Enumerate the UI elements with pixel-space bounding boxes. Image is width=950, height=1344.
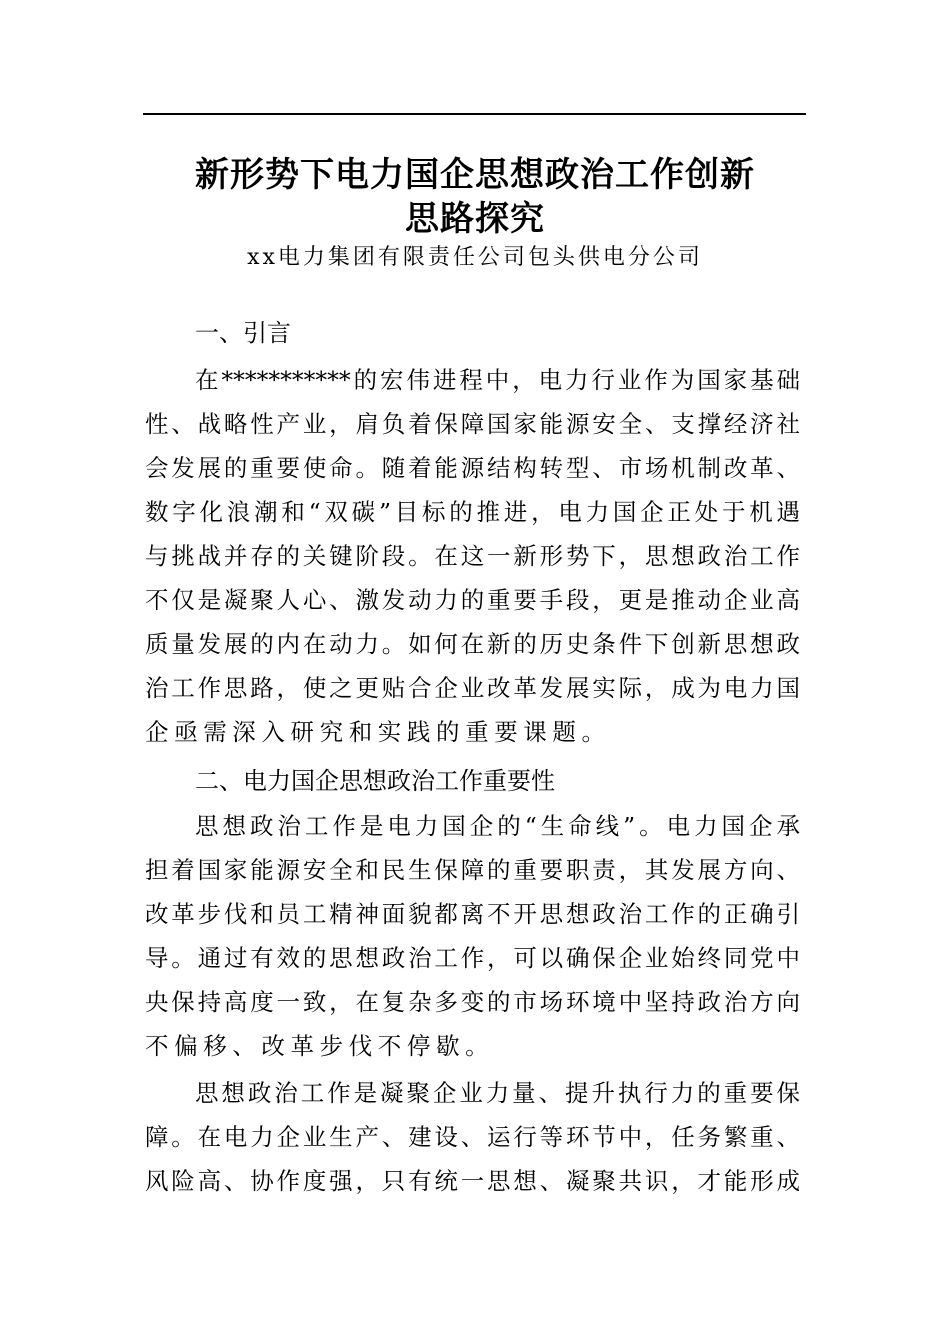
document-author: xx电力集团有限责任公司包头供电分公司 — [247, 245, 703, 270]
document-title-line-1: 新形势下电力国企思想政治工作创新 — [195, 155, 755, 195]
paragraph-line: 央保持高度一致，在复杂多变的市场环境中坚持政治方向 — [145, 988, 800, 1016]
paragraph-line: 障。在电力企业生产、建设、运行等环节中，任务繁重、 — [145, 1123, 800, 1151]
paragraph-line: 改革步伐和员工精神面貌都离不开思想政治工作的正确引 — [145, 900, 800, 928]
paragraph-line: 思想政治工作是电力国企的“生命线”。电力国企承 — [195, 812, 800, 840]
paragraph-line: 不偏移、改革步伐不停歇。 — [145, 1032, 495, 1060]
paragraph-line: 思想政治工作是凝聚企业力量、提升执行力的重要保 — [195, 1079, 800, 1107]
section-heading: 一、引言 — [195, 319, 291, 347]
document-title-line-2: 思路探究 — [405, 199, 545, 239]
paragraph-line: 会发展的重要使命。随着能源结构转型、市场机制改革、 — [145, 454, 800, 482]
paragraph-line: 性、战略性产业，肩负着保障国家能源安全、支撑经济社 — [145, 410, 800, 438]
paragraph-line: 治工作思路，使之更贴合企业改革发展实际，成为电力国 — [145, 674, 800, 702]
paragraph-line: 质量发展的内在动力。如何在新的历史条件下创新思想政 — [145, 630, 800, 658]
paragraph-line: 数字化浪潮和“双碳”目标的推进，电力国企正处于机遇 — [145, 498, 800, 526]
section-heading: 二、电力国企思想政治工作重要性 — [195, 767, 555, 795]
paragraph-line: 在***********的宏伟进程中，电力行业作为国家基础 — [195, 366, 800, 394]
header-rule — [143, 113, 806, 115]
paragraph-line: 与挑战并存的关键阶段。在这一新形势下，思想政治工作 — [145, 542, 800, 570]
paragraph-line: 导。通过有效的思想政治工作，可以确保企业始终同党中 — [145, 944, 800, 972]
paragraph-line: 企亟需深入研究和实践的重要课题。 — [145, 718, 611, 746]
paragraph-line: 风险高、协作度强，只有统一思想、凝聚共识，才能形成 — [145, 1167, 800, 1195]
paragraph-line: 不仅是凝聚人心、激发动力的重要手段，更是推动企业高 — [145, 586, 800, 614]
paragraph-line: 担着国家能源安全和民生保障的重要职责，其发展方向、 — [145, 856, 800, 884]
